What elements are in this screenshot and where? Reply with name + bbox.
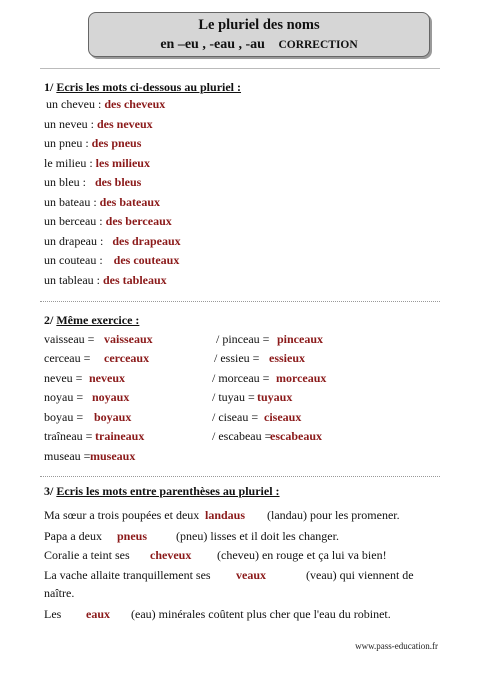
sentence-end: (eau) minérales coûtent plus cher que l'eau du robinet. <box>131 607 391 621</box>
section-divider <box>40 301 440 302</box>
right-answer: pinceaux <box>277 332 324 346</box>
right-answer: morceaux <box>276 371 327 385</box>
right-word: / escabeau = <box>212 429 272 443</box>
word: un cheveu : <box>46 97 102 111</box>
right-answer: essieux <box>269 351 305 365</box>
word: un pneu : <box>44 136 89 150</box>
left-answer: noyaux <box>92 390 130 404</box>
sentence-answer: veaux <box>236 568 266 582</box>
sentence-end: (cheveu) en rouge et ça lui va bien! <box>217 548 387 562</box>
sentence-start: Papa a deux <box>44 529 102 543</box>
list-item <box>44 117 153 132</box>
section2-title <box>44 313 139 328</box>
sentence-answer: pneus <box>117 529 148 543</box>
left-word: traîneau = <box>44 429 93 443</box>
section3-number: 3/ <box>44 484 54 498</box>
answer: des berceaux <box>105 214 172 228</box>
answer: les milieux <box>95 156 150 170</box>
sentence-start: Ma sœur a trois poupées et deux <box>44 508 200 522</box>
header-divider <box>40 68 440 69</box>
sentence-start: Coralie a teint ses <box>44 548 130 562</box>
list-item <box>44 273 167 288</box>
correction-tag: CORRECTION <box>278 39 358 51</box>
sentence-answer: landaus <box>205 508 246 522</box>
subtitle-text: en –eu , -eau , -au <box>160 37 265 52</box>
page-title: Le pluriel des noms <box>198 17 320 33</box>
section-divider <box>40 476 440 477</box>
word: un couteau : <box>44 253 103 267</box>
word: un drapeau : <box>44 234 104 248</box>
sentence-start: Les <box>44 607 62 621</box>
list-item <box>44 214 172 229</box>
answer: des bleus <box>95 175 142 189</box>
answer: des couteaux <box>113 253 180 267</box>
word: un berceau : <box>44 214 103 228</box>
footer-url: www.pass-education.fr <box>355 641 438 651</box>
page-subtitle <box>89 36 429 54</box>
right-word: / essieu = <box>214 351 260 365</box>
left-word: museau = <box>44 449 91 463</box>
list-item <box>44 156 150 171</box>
left-word: cerceau = <box>44 351 91 365</box>
right-word: / morceau = <box>212 371 270 385</box>
left-answer: boyaux <box>94 410 132 424</box>
sentence-start: La vache allaite tranquillement ses <box>44 568 211 582</box>
section1-title <box>44 80 241 95</box>
answer: des neveux <box>97 117 153 131</box>
right-answer: ciseaux <box>264 410 302 424</box>
sentence-end: (veau) qui viennent de <box>306 568 414 582</box>
answer: des cheveux <box>104 97 166 111</box>
section3-title <box>44 484 280 499</box>
sentence-end: (pneu) lisses et il doit les changer. <box>176 529 339 543</box>
left-word: noyau = <box>44 390 84 404</box>
right-word: / pinceau = <box>216 332 270 346</box>
left-word: boyau = <box>44 410 84 424</box>
left-answer: museaux <box>90 449 136 463</box>
answer: des bateaux <box>99 195 160 209</box>
left-answer: traineaux <box>95 429 145 443</box>
table-row <box>44 332 94 347</box>
left-answer: cerceaux <box>104 351 150 365</box>
right-word: / ciseau = <box>212 410 259 424</box>
section1-title-text: Ecris les mots ci-dessous au pluriel : <box>56 80 242 94</box>
section3-title-text: Ecris les mots entre parenthèses au pluriel : <box>56 484 280 498</box>
list-item <box>46 97 165 112</box>
left-word: neveu = <box>44 371 83 385</box>
sentence-answer: cheveux <box>150 548 192 562</box>
list-item <box>44 136 141 151</box>
word: le milieu : <box>44 156 93 170</box>
sentence-end: (landau) pour les promener. <box>267 508 400 522</box>
sentence-answer: eaux <box>86 607 110 621</box>
list-item <box>44 195 160 210</box>
section1-number: 1/ <box>44 80 54 94</box>
left-answer: vaisseaux <box>104 332 153 346</box>
word: un bleu : <box>44 175 86 189</box>
word: un bateau : <box>44 195 97 209</box>
section2-title-text: Même exercice : <box>56 313 140 327</box>
title-box <box>88 12 430 57</box>
answer: des tableaux <box>102 273 167 287</box>
right-answer: escabeaux <box>270 429 322 443</box>
list-item <box>44 253 179 268</box>
word: un neveu : <box>44 117 94 131</box>
left-word: vaisseau = <box>44 332 95 346</box>
left-answer: neveux <box>89 371 125 385</box>
section2-number: 2/ <box>44 313 54 327</box>
list-item <box>44 175 141 190</box>
list-item <box>44 234 181 249</box>
right-word: / tuyau = <box>212 390 255 404</box>
answer: des pneus <box>91 136 142 150</box>
sentence-continuation: naître. <box>44 586 75 600</box>
right-answer: tuyaux <box>257 390 293 404</box>
word: un tableau : <box>44 273 100 287</box>
answer: des drapeaux <box>112 234 181 248</box>
